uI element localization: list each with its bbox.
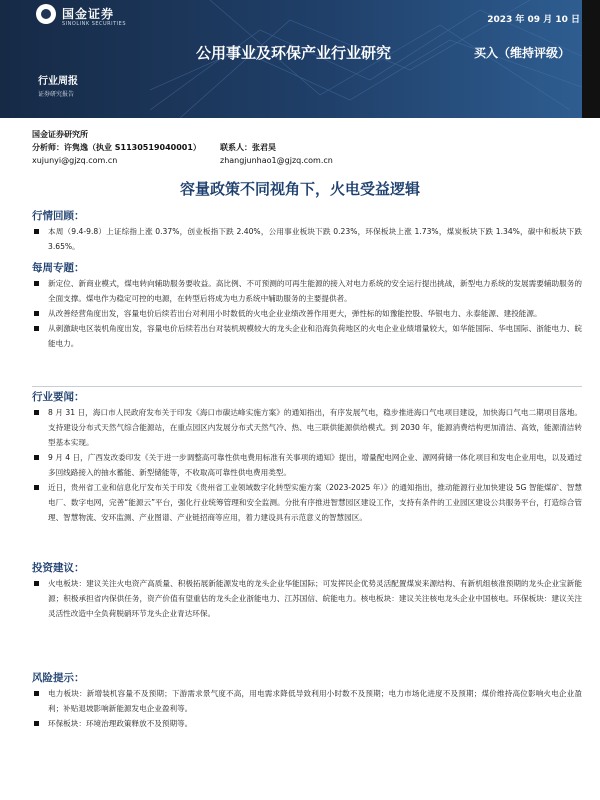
divider [32,386,582,387]
report-type: 行业周报 [38,76,78,87]
list-item: 火电板块：建议关注火电资产高质量、积极拓展新能源发电的龙头企业华能国际；可发挥民企优势灵活配置煤炭来源结构、有新机组核准预期的龙头企业宝新能源；积极承担省内保供任务，资产价值有望重估的龙头企业浙能电力、江苏国信、皖能电力。核电板块：建议关注核电龙头企业中国核电。环保板块：建议关注灵活性改造中全负荷脱硝环节龙头企业青达环保。 [32,576,582,621]
analyst-info [32,128,333,167]
contact-label: 联系人： [220,143,252,152]
rating-badge: 买入（维持评级） [474,46,571,60]
analyst-label: 分析师： [32,143,64,152]
section-title: 投资建议： [32,562,85,574]
company-logo [36,4,156,30]
bullet-icon [34,581,39,586]
section-title: 行情回顾： [32,210,85,222]
bullet-icon [34,455,39,460]
list-item: 环保板块：环境治理政策释放不及预期等。 [32,716,582,731]
bullet-icon [34,721,39,726]
list-item: 本周（9.4-9.8）上证综指上涨 0.37%，创业板指下跌 2.40%，公用事业板块下跌 0.23%，环保板块上涨 1.73%，煤炭板块下跌 1.34%，碳中和板块下跌 3.65%。 [32,224,582,254]
list-item: 近日，贵州省工业和信息化厅发布关于印发《贵州省工业领域数字化转型实施方案（2023-2025 年）》的通知指出，推动能源行业加快建设 5G 智能煤矿、智慧电厂、数字电网，完善“能源云”平台，强化行业统筹管理和安全监测。分批有序推进智慧园区建设工作，支持有条件的工业园区建设公共服务平台，打造综合管理、智慧物流、安环监测、产业图谱、产业链招商等应用，着力建设具有示范意义的智慧园区。 [32,480,582,525]
analyst-email: xujunyi@gjzq.com.cn [32,156,118,165]
report-category: 证券研究报告 [38,91,75,98]
bullet-icon [34,485,39,490]
logo-english: SINOLINK SECURITIES [62,21,126,27]
banner-edge-stripe [582,0,600,118]
list-item: 新定位、新商业模式，煤电转向辅助服务要收益。高比例、不可预测的可再生能源的接入对电力系统的安全运行提出挑战，新型电力系统的发展需要辅助服务的全面支撑。煤电作为稳定可控的电源，在转型后将成为电力系统中辅助服务的主要提供者。 [32,276,582,306]
section-industry-news [32,383,582,525]
section-weekly-topic [32,260,582,351]
bullet-icon [34,229,39,234]
bullet-icon [34,410,39,415]
section-investment-advice [32,560,582,621]
contact-email: zhangjunhao1@gjzq.com.cn [220,156,333,165]
section-title: 风险提示： [32,672,85,684]
list-item: 从刺激缺电区装机角度出发，容量电价后续若出台对装机规模较大的龙头企业和沿海负荷地区的火电企业业绩增量较大，如华能国际、华电国际、浙能电力、皖能电力。 [32,321,582,351]
bullet-icon [34,326,39,331]
report-headline: 容量政策不同视角下，火电受益逻辑 [179,180,420,198]
section-title: 每周专题： [32,262,85,274]
logo-name: 国金证券 [62,7,115,21]
section-title: 行业要闻： [32,391,85,403]
bullet-icon [34,281,39,286]
report-date: 2023 年 09 月 10 日 [487,15,580,25]
list-item: 从改善经营角度出发，容量电价后续若出台对利用小时数低的火电企业业绩改善作用更大，弹性标的如豫能控股、华银电力、永泰能源、建投能源。 [32,306,582,321]
section-market-review [32,208,582,254]
bullet-icon [34,311,39,316]
section-risk-warning [32,670,582,731]
analyst-name: 许隽逸（执业 S1130519040001） [64,143,201,152]
institute-name: 国金证券研究所 [32,130,88,139]
report-banner [0,0,600,118]
list-item: 9 月 4 日，广西发改委印发《关于进一步调整高可靠性供电费用标准有关事项的通知》提出，增量配电网企业、源网荷储一体化项目和发电企业用电，以及通过多回线路接入的抽水蓄能、新型储能等，不收取高可靠性供电费用类型。 [32,450,582,480]
bullet-icon [34,691,39,696]
contact-name: 张君昊 [252,143,276,152]
list-item: 电力板块：新增装机容量不及预期；下游需求景气度不高，用电需求降低导致利用小时数不及预期；电力市场化进度不及预期；煤价维持高位影响火电企业盈利；补贴退坡影响新能源发电企业盈利等。 [32,686,582,716]
list-item: 8 月 31 日，海口市人民政府发布关于印发《海口市碳达峰实施方案》的通知指出，有序发展气电，稳步推进海口气电项目建设，加快海口气电二期项目落地。支持建设分布式天然气综合能源站，在重点园区内发展分布式天然气冷、热、电三联供能源供给模式。到 2030 年，能源消费结构更加清洁、高效，能源清洁转型基本实现。 [32,405,582,450]
report-title: 公用事业及环保产业行业研究 [196,44,392,62]
logo-icon [36,4,56,24]
